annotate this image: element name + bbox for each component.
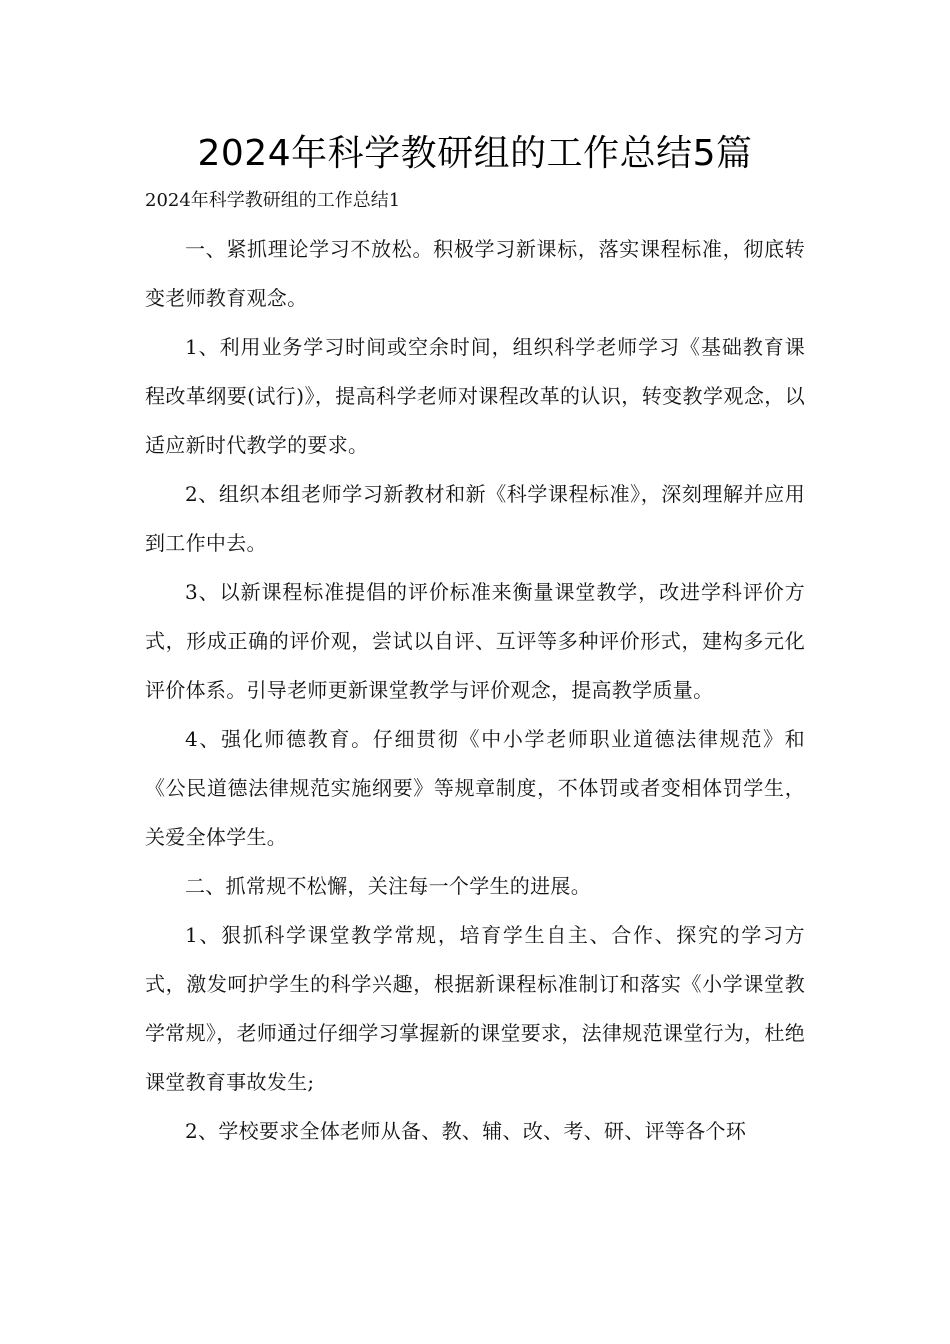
document-title: 2024年科学教研组的工作总结5篇 [197, 133, 753, 174]
section-heading: 2024年科学教研组的工作总结1 [145, 190, 401, 211]
paragraph-7: 1、狠抓科学课堂教学常规，培育学生自主、合作、探究的学习方式，激发呵护学生的科学兴趣，根据新课程标准制订和落实《小学课堂教学常规》，老师通过仔细学习掌握新的课堂要求，法律规范课堂行为，杜绝课堂教育事故发生; [145, 923, 805, 1094]
paragraph-6: 二、抓常规不松懈，关注每一个学生的进展。 [185, 874, 591, 898]
paragraph-4: 3、以新课程标准提倡的评价标准来衡量课堂教学，改进学科评价方式，形成正确的评价观，尝试以自评、互评等多种评价形式，建构多元化评价体系。引导老师更新课堂教学与评价观念，提高教学质量。 [145, 580, 805, 702]
paragraph-1: 一、紧抓理论学习不放松。积极学习新课标，落实课程标准，彻底转变老师教育观念。 [145, 237, 805, 310]
paragraph-2: 1、利用业务学习时间或空余时间，组织科学老师学习《基础教育课程改革纲要(试行)》，提高科学老师对课程改革的认识，转变教学观念，以适应新时代教学的要求。 [145, 335, 805, 457]
paragraph-8: 2、学校要求全体老师从备、教、辅、改、考、研、评等各个环 [185, 1119, 747, 1143]
paragraph-5: 4、强化师德教育。仔细贯彻《中小学老师职业道德法律规范》和《公民道德法律规范实施纲要》等规章制度，不体罚或者变相体罚学生，关爱全体学生。 [145, 727, 805, 849]
document-body [145, 225, 805, 1156]
paragraph-3: 2、组织本组老师学习新教材和新《科学课程标准》，深刻理解并应用到工作中去。 [145, 482, 805, 555]
